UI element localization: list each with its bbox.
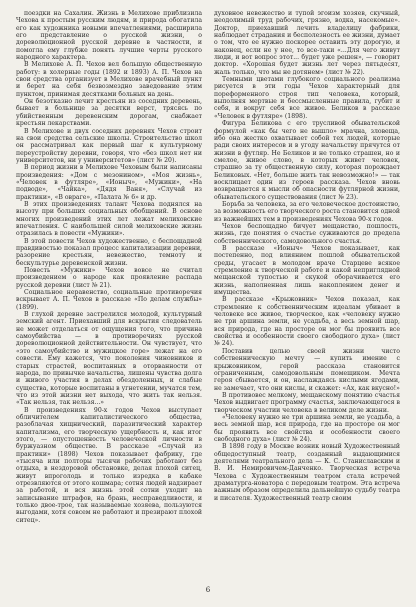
paragraph: «Человеку нужно не три аршина земли, не усадьба, а весь земной шар, вся природа, где на просторе он мог бы проявить все свойства и особенности своего свободного духа» (лист № 24). (214, 413, 400, 443)
paragraph: В рассказе «Ионыч» Чехов показывает, как постепенно, под влиянием пошлой обывательской среды, угасает в молодом враче Старцеве всякое стремление к творческой работе и какой неприглядной мещанской тупостью и скукой оборачивается его жизнь, наполненная лишь накоплением денег и имущества. (214, 245, 400, 297)
paragraph: В рассказе «Крыжовник» Чехов показал, как стремление к собственническим идеалам убивает в человеке все живое, творческое, как «человеку нужно не три аршина земли, не усадьба, а весь земной шар, вся природа, где на просторе он мог бы проявить все свойства и особенности своего свободного духа» (лист № 24). (214, 296, 400, 348)
left-column (16, 10, 202, 524)
paragraph: В противовес мелкому, мещанскому понятию счастья Чехов выдвигает программу счастья, заключающегося в творческом участии человека в великом деле жизни. (214, 391, 400, 414)
paragraph: поездки на Сахалин. Жизнь в Мелихове приблизила Чехова к простым русским людям, и природа обогатила его как художника новыми впечатлениями, расширила его представление о русской жизни, о дореволюционной русской деревне в частности, и помогла ему глубже понять лучшие черты русского народного характера. (16, 10, 202, 62)
paragraph: Социальное неравенство, социальные противоречия вскрывает А. П. Чехов в рассказе «По делам службы» (1899). (16, 289, 202, 311)
paragraph: В этой повести Чехов художественно, с беспощадной правдивостью показал процесс капитализации деревни, разорение крестьян, невежество, темноту и бескультурье деревенской жизни. (16, 237, 202, 267)
paragraph: В 1898 году в Москве возник новый Художественный общедоступный театр, созданный выдающимися деятелями театрального дела — К. С. Станиславским и В. И. Немировичем-Данченко. Творческая встреча Чехова с Художественным театром стала встречей драматурга-новатора с передовым театром. Эта встреча важным образом определила дальнейшую судьбу театра и писателя. Художественный театр своим (214, 443, 400, 502)
paragraph: духовное невежество и тупой эгоизм хозяев, скучный, неодолимый труд рабочих, грязно, водка, насекомые». Доктор, приехавший лечить владелицу фабрики, наблюдает страдания и бесполезность ее жизни, думает о том, что ее нужно поскорее оставить эту дорогую, и наконец, если не у нее, то все-таки «...Для чего живут люди, и вот вопрос этот... будет уже решен», — говорит доктор. «Хорошая будет жизнь лет через пятьдесят, жаль только, что мы не дотянем» (лист № 22). (214, 10, 400, 76)
paragraph: Борьба за человека, за его человеческое достоинство, за возможность его творческого роста становится одной из важнейших тем в произведениях Чехова 90-х годов. (214, 200, 400, 223)
paragraph: Фигура Беликова с его трусливой обывательской формулой «как бы чего не вышло» мрачна, зловеща, ибо она жестко охватывает собой тех людей, которые ради своих интересов и в угоду начальству прячутся от жизни в футляр. Не Беликов и не только страшен, но и смелое, живое слово, в которых живет человек, страшно за ту общественную силу, которая порождает Беликовых. «Нет, больше жить так невозможно!» — так восклицает один из героев рассказа. Чехов вновь возвращается к мысли об опасности футлярной жизни, обывательского существования (лист № 23). (214, 120, 400, 201)
paragraph: Поставив целью своей жизни чисто собственническую мечту — купить имение с крыжовником, герой рассказа становится ограниченным, самодовольным помещиком. Мечта героя сбывается, и он, наслаждаясь кислыми ягодами, не замечает, что они кислы, и скажет: «Ах, как вкусно!» (214, 347, 400, 392)
paragraph: Он безотказно лечит крестьян из соседних деревень, бывает в больнице за десятки верст, трясясь по убийственным деревенским дорогам, снабжает крестьян лекарствами. (16, 98, 202, 128)
paragraph: В период жизни в Мелихове Чеховым были написаны произведения: «Дом с мезонином», «Моя жизнь», «Человек в футляре», «Ионыч», «Мужики», «На подводе», «Чайка», «Дядя Ваня», «Случай из практики», «В овраге», «Палата № 6» и др. (16, 164, 202, 201)
right-column (214, 10, 400, 524)
paragraph: В глухой деревне застрелился молодой, культурный земский агент. Приехавший для вскрытия следователь не может отделаться от ощущения того, что причина самоубийства — в противоречиях русской дореволюционной действительности. Он чувствует, что «это самоубийство и мужицкое горе» лежат на его совести. Ему кажется, что поколения чиновников и старых страстей, воспитанных в оторванности от народа, по привычке начальства, лишены чувства долга и живого участия в делах обездоленных, и слабые существа, которые воспитаны в угнетении, мучатся тем, что из этой жизни нет выхода, что жить так нельзя. «Так нельзя, так нельзя...» (16, 311, 202, 407)
paragraph: В Мелихове и двух соседних деревнях Чехов строит на свои средства сельские школы. Строительство школ он рассматривал как первый шаг к культурному переустройству деревни, говоря, что «без школ нет ни университетов, ни у университетов» (лист № 20). (16, 127, 202, 164)
paragraph: Чехов беспощадно бичует мещанство, пошлость, жизнь, где понятия о счастье суживаются до предела собственнического, самодовольного счастья. (214, 222, 400, 245)
paragraph: Темными цветами глубокого социального реализма рисуется в эти годы Чехов характерный для пореформенного строя тип человека, который, выполняя мертвые и бессмысленные правила, губит и себя, и вокруг себя все живое. Беликов в рассказе «Человек в футляре» (1898). (214, 76, 400, 120)
text-columns (16, 10, 400, 524)
page-number: 6 (205, 586, 211, 594)
paragraph: В Мелихове А. П. Чехов вел большую общественную работу: в холерные годы (1892 и 1893) А. П. Чехов на свои средства организует в Мелихове врачебный пункт и берет на себя безвозмездно заведование этим пунктом, принимая десятками больных на день. (16, 61, 202, 98)
paragraph: Повесть «Мужики» Чехов вовсе не считал произведением о народе как проявление распада русской деревни (лист № 21). (16, 267, 202, 289)
paragraph: В этих произведениях талант Чехова поднялся на высоту при больших социальных обобщений. В основе многих произведений этих лет лежат мелиховские впечатления. С наибольшей силой мелиховские жизнь отразилась в повести «Мужики». (16, 200, 202, 238)
paragraph: В произведениях 90-х годов Чехов выступает обличителем капиталистического общества, разоблачая хищнический, паразитический характер капитализма, его творческую ущербность и, как итог этого, — опустошенность человеческой личности в буржуазном обществе. В рассказе «Случай из практики» (1898) Чехов показывает фабрику, где «тысяча или полторы тысячи рабочих работают без отдыха, в нездоровой обстановке, делая плохой ситец, живут впроголодь и только изредка в кабаке отрезвляются от этого кошмара; сотня людей надзирает за работой, и вся жизнь этой сотни уходит на записывание штрафов, на брань, несправедливости, и только двое-трое, так называемые хозяева, пользуются выгодами, хотя совсем не работают и презирают плохой ситец». (16, 406, 202, 524)
